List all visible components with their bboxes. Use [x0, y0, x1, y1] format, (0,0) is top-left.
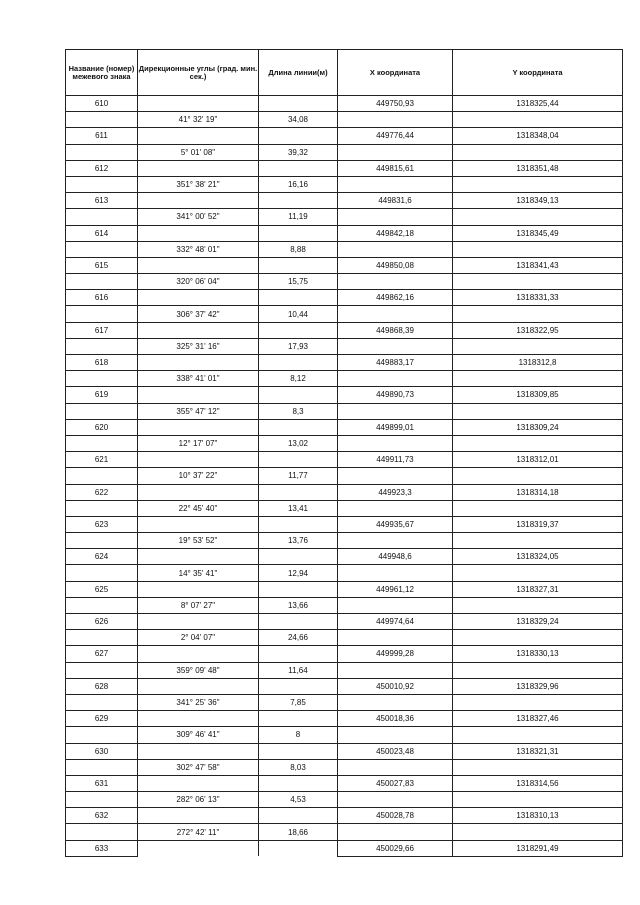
- direction-angle: 325° 31' 16": [138, 338, 259, 354]
- empty-x-cell: [338, 468, 453, 484]
- y-coordinate: 1318321,31: [453, 743, 623, 759]
- empty-angle-cell: [138, 452, 259, 468]
- empty-length-cell: [259, 387, 338, 403]
- empty-y-cell: [453, 176, 623, 192]
- segment-row: [66, 176, 623, 192]
- point-row: [66, 452, 623, 468]
- segment-row: [66, 630, 623, 646]
- point-name: 630: [66, 743, 138, 759]
- point-name: 610: [66, 96, 138, 112]
- x-coordinate: 449850,08: [338, 257, 453, 273]
- point-name: 614: [66, 225, 138, 241]
- point-row: [66, 614, 623, 630]
- point-row: [66, 225, 623, 241]
- point-name: 624: [66, 549, 138, 565]
- boundary-coordinates-table: [65, 49, 623, 857]
- empty-name-cell: [66, 403, 138, 419]
- line-length: 11,64: [259, 662, 338, 678]
- point-name: 612: [66, 160, 138, 176]
- empty-name-cell: [66, 630, 138, 646]
- x-coordinate: 449974,64: [338, 614, 453, 630]
- segment-row: [66, 468, 623, 484]
- segment-row: [66, 792, 623, 808]
- empty-name-cell: [66, 565, 138, 581]
- empty-name-cell: [66, 792, 138, 808]
- header-y-coordinate: Y координата: [453, 50, 623, 96]
- line-length: 8,03: [259, 759, 338, 775]
- empty-y-cell: [453, 403, 623, 419]
- empty-y-cell: [453, 824, 623, 840]
- empty-x-cell: [338, 338, 453, 354]
- empty-x-cell: [338, 597, 453, 613]
- empty-angle-cell: [138, 743, 259, 759]
- direction-angle: 341° 00' 52": [138, 209, 259, 225]
- line-length: 11,19: [259, 209, 338, 225]
- empty-angle-cell: [138, 484, 259, 500]
- point-name: 623: [66, 516, 138, 532]
- empty-x-cell: [338, 435, 453, 451]
- direction-angle: 5° 01' 08": [138, 144, 259, 160]
- line-length: 8: [259, 727, 338, 743]
- empty-x-cell: [338, 694, 453, 710]
- y-coordinate: 1318324,05: [453, 549, 623, 565]
- point-name: 617: [66, 322, 138, 338]
- empty-x-cell: [338, 371, 453, 387]
- point-name: 616: [66, 290, 138, 306]
- empty-name-cell: [66, 371, 138, 387]
- x-coordinate: 449776,44: [338, 128, 453, 144]
- empty-length-cell: [259, 96, 338, 112]
- empty-angle-cell: [138, 581, 259, 597]
- y-coordinate: 1318312,8: [453, 355, 623, 371]
- y-coordinate: 1318329,96: [453, 678, 623, 694]
- empty-length-cell: [259, 160, 338, 176]
- direction-angle: 341° 25' 36": [138, 694, 259, 710]
- y-coordinate: 1318309,24: [453, 419, 623, 435]
- direction-angle: 355° 47' 12": [138, 403, 259, 419]
- point-row: [66, 775, 623, 791]
- empty-y-cell: [453, 306, 623, 322]
- point-row: [66, 419, 623, 435]
- x-coordinate: 450023,48: [338, 743, 453, 759]
- empty-angle-cell: [138, 419, 259, 435]
- direction-angle: 302° 47' 58": [138, 759, 259, 775]
- line-length: 18,66: [259, 824, 338, 840]
- empty-name-cell: [66, 759, 138, 775]
- point-name: 618: [66, 355, 138, 371]
- empty-name-cell: [66, 112, 138, 128]
- segment-row: [66, 209, 623, 225]
- empty-length-cell: [259, 452, 338, 468]
- empty-length-cell: [259, 711, 338, 727]
- empty-y-cell: [453, 694, 623, 710]
- y-coordinate: 1318322,95: [453, 322, 623, 338]
- empty-length-cell: [259, 225, 338, 241]
- direction-angle: 282° 06' 13": [138, 792, 259, 808]
- direction-angle: 12° 17' 07": [138, 435, 259, 451]
- x-coordinate: 449868,39: [338, 322, 453, 338]
- empty-x-cell: [338, 630, 453, 646]
- empty-length-cell: [259, 678, 338, 694]
- empty-angle-cell: [138, 257, 259, 273]
- empty-angle-cell: [138, 516, 259, 532]
- point-row: [66, 290, 623, 306]
- empty-y-cell: [453, 209, 623, 225]
- point-row: [66, 96, 623, 112]
- y-coordinate: 1318314,56: [453, 775, 623, 791]
- direction-angle: 41° 32' 19": [138, 112, 259, 128]
- empty-x-cell: [338, 727, 453, 743]
- empty-x-cell: [338, 306, 453, 322]
- segment-row: [66, 435, 623, 451]
- point-row: [66, 160, 623, 176]
- empty-name-cell: [66, 306, 138, 322]
- segment-row: [66, 306, 623, 322]
- line-length: 8,12: [259, 371, 338, 387]
- empty-name-cell: [66, 597, 138, 613]
- direction-angle: 10° 37' 22": [138, 468, 259, 484]
- point-row: [66, 484, 623, 500]
- segment-row: [66, 241, 623, 257]
- point-row: [66, 840, 623, 856]
- point-row: [66, 128, 623, 144]
- line-length: 15,75: [259, 274, 338, 290]
- segment-row: [66, 662, 623, 678]
- empty-angle-cell: [138, 678, 259, 694]
- empty-name-cell: [66, 144, 138, 160]
- y-coordinate: 1318319,37: [453, 516, 623, 532]
- empty-y-cell: [453, 565, 623, 581]
- empty-name-cell: [66, 468, 138, 484]
- empty-angle-cell: [138, 96, 259, 112]
- empty-name-cell: [66, 241, 138, 257]
- line-length: 24,66: [259, 630, 338, 646]
- empty-name-cell: [66, 694, 138, 710]
- empty-x-cell: [338, 824, 453, 840]
- y-coordinate: 1318341,43: [453, 257, 623, 273]
- direction-angle: 14° 35' 41": [138, 565, 259, 581]
- point-row: [66, 743, 623, 759]
- direction-angle: 309° 46' 41": [138, 727, 259, 743]
- empty-name-cell: [66, 209, 138, 225]
- empty-x-cell: [338, 792, 453, 808]
- coordinates-sheet: [65, 49, 622, 857]
- empty-angle-cell: [138, 160, 259, 176]
- x-coordinate: 449923,3: [338, 484, 453, 500]
- segment-row: [66, 759, 623, 775]
- point-row: [66, 581, 623, 597]
- empty-y-cell: [453, 274, 623, 290]
- table-header-row: [66, 50, 623, 96]
- point-name: 615: [66, 257, 138, 273]
- y-coordinate: 1318349,13: [453, 193, 623, 209]
- segment-row: [66, 727, 623, 743]
- segment-row: [66, 597, 623, 613]
- empty-length-cell: [259, 355, 338, 371]
- line-length: 12,94: [259, 565, 338, 581]
- empty-length-cell: [259, 549, 338, 565]
- x-coordinate: 450028,78: [338, 808, 453, 824]
- direction-angle: 338° 41' 01": [138, 371, 259, 387]
- point-name: 628: [66, 678, 138, 694]
- direction-angle: 272° 42' 11": [138, 824, 259, 840]
- empty-angle-cell: [138, 387, 259, 403]
- point-name: 629: [66, 711, 138, 727]
- point-row: [66, 387, 623, 403]
- segment-row: [66, 694, 623, 710]
- empty-length-cell: [259, 419, 338, 435]
- empty-y-cell: [453, 630, 623, 646]
- point-name: 622: [66, 484, 138, 500]
- empty-length-cell: [259, 743, 338, 759]
- segment-row: [66, 338, 623, 354]
- point-row: [66, 257, 623, 273]
- point-name: 631: [66, 775, 138, 791]
- segment-row: [66, 144, 623, 160]
- empty-x-cell: [338, 112, 453, 128]
- point-row: [66, 516, 623, 532]
- empty-x-cell: [338, 533, 453, 549]
- empty-x-cell: [338, 662, 453, 678]
- line-length: 39,32: [259, 144, 338, 160]
- point-name: 633: [66, 840, 138, 856]
- direction-angle: 306° 37' 42": [138, 306, 259, 322]
- empty-y-cell: [453, 241, 623, 257]
- y-coordinate: 1318345,49: [453, 225, 623, 241]
- header-direction-angle: Дирекционные углы (град. мин. сек.): [138, 50, 259, 96]
- point-row: [66, 355, 623, 371]
- segment-row: [66, 500, 623, 516]
- empty-angle-cell: [138, 711, 259, 727]
- y-coordinate: 1318314,18: [453, 484, 623, 500]
- line-length: 13,02: [259, 435, 338, 451]
- segment-row: [66, 371, 623, 387]
- empty-x-cell: [338, 209, 453, 225]
- y-coordinate: 1318309,85: [453, 387, 623, 403]
- y-coordinate: 1318327,46: [453, 711, 623, 727]
- direction-angle: 359° 09' 48": [138, 662, 259, 678]
- empty-y-cell: [453, 338, 623, 354]
- x-coordinate: 449890,73: [338, 387, 453, 403]
- x-coordinate: 449935,67: [338, 516, 453, 532]
- direction-angle: 351° 38' 21": [138, 176, 259, 192]
- x-coordinate: 449911,73: [338, 452, 453, 468]
- empty-x-cell: [338, 500, 453, 516]
- x-coordinate: 450018,36: [338, 711, 453, 727]
- line-length: 10,44: [259, 306, 338, 322]
- direction-angle: 22° 45' 40": [138, 500, 259, 516]
- point-name: 625: [66, 581, 138, 597]
- empty-x-cell: [338, 176, 453, 192]
- x-coordinate: 449750,93: [338, 96, 453, 112]
- point-row: [66, 711, 623, 727]
- line-length: 7,85: [259, 694, 338, 710]
- empty-length-cell: [259, 516, 338, 532]
- empty-angle-cell: [138, 322, 259, 338]
- empty-y-cell: [453, 759, 623, 775]
- empty-length-cell: [259, 808, 338, 824]
- point-row: [66, 646, 623, 662]
- line-length: 8,88: [259, 241, 338, 257]
- point-row: [66, 808, 623, 824]
- empty-y-cell: [453, 533, 623, 549]
- y-coordinate: 1318348,04: [453, 128, 623, 144]
- line-length: 13,41: [259, 500, 338, 516]
- line-length: 17,93: [259, 338, 338, 354]
- empty-x-cell: [338, 241, 453, 257]
- x-coordinate: 449899,01: [338, 419, 453, 435]
- empty-length-cell: [259, 322, 338, 338]
- point-row: [66, 678, 623, 694]
- point-name: 621: [66, 452, 138, 468]
- empty-x-cell: [338, 274, 453, 290]
- x-coordinate: 449831,6: [338, 193, 453, 209]
- segment-row: [66, 565, 623, 581]
- x-coordinate: 449999,28: [338, 646, 453, 662]
- y-coordinate: 1318327,31: [453, 581, 623, 597]
- line-length: 11,77: [259, 468, 338, 484]
- segment-row: [66, 403, 623, 419]
- empty-angle-cell: [138, 549, 259, 565]
- empty-name-cell: [66, 176, 138, 192]
- line-length: 8,3: [259, 403, 338, 419]
- point-name: 620: [66, 419, 138, 435]
- empty-x-cell: [338, 759, 453, 775]
- point-name: 626: [66, 614, 138, 630]
- header-x-coordinate: X координата: [338, 50, 453, 96]
- direction-angle: 2° 04' 07": [138, 630, 259, 646]
- empty-y-cell: [453, 727, 623, 743]
- segment-row: [66, 824, 623, 840]
- empty-length-cell: [259, 840, 338, 856]
- empty-angle-cell: [138, 840, 259, 856]
- y-coordinate: 1318331,33: [453, 290, 623, 306]
- empty-angle-cell: [138, 808, 259, 824]
- empty-y-cell: [453, 662, 623, 678]
- x-coordinate: 450027,83: [338, 775, 453, 791]
- y-coordinate: 1318329,24: [453, 614, 623, 630]
- x-coordinate: 449961,12: [338, 581, 453, 597]
- empty-y-cell: [453, 468, 623, 484]
- y-coordinate: 1318310,13: [453, 808, 623, 824]
- direction-angle: 320° 06' 04": [138, 274, 259, 290]
- x-coordinate: 449948,6: [338, 549, 453, 565]
- x-coordinate: 450029,66: [338, 840, 453, 856]
- empty-x-cell: [338, 403, 453, 419]
- segment-row: [66, 112, 623, 128]
- point-name: 619: [66, 387, 138, 403]
- empty-name-cell: [66, 338, 138, 354]
- y-coordinate: 1318291,49: [453, 840, 623, 856]
- empty-angle-cell: [138, 355, 259, 371]
- empty-name-cell: [66, 533, 138, 549]
- y-coordinate: 1318351,48: [453, 160, 623, 176]
- empty-name-cell: [66, 727, 138, 743]
- point-row: [66, 193, 623, 209]
- line-length: 13,66: [259, 597, 338, 613]
- empty-angle-cell: [138, 128, 259, 144]
- empty-name-cell: [66, 500, 138, 516]
- empty-x-cell: [338, 144, 453, 160]
- direction-angle: 332° 48' 01": [138, 241, 259, 257]
- direction-angle: 19° 53' 52": [138, 533, 259, 549]
- empty-x-cell: [338, 565, 453, 581]
- point-row: [66, 549, 623, 565]
- empty-length-cell: [259, 193, 338, 209]
- empty-length-cell: [259, 128, 338, 144]
- empty-angle-cell: [138, 614, 259, 630]
- point-row: [66, 322, 623, 338]
- empty-angle-cell: [138, 193, 259, 209]
- point-name: 627: [66, 646, 138, 662]
- empty-y-cell: [453, 112, 623, 128]
- segment-row: [66, 533, 623, 549]
- empty-y-cell: [453, 500, 623, 516]
- direction-angle: 8° 07' 27": [138, 597, 259, 613]
- empty-angle-cell: [138, 290, 259, 306]
- empty-length-cell: [259, 484, 338, 500]
- empty-y-cell: [453, 144, 623, 160]
- table-body: [66, 96, 623, 857]
- x-coordinate: 449815,61: [338, 160, 453, 176]
- empty-length-cell: [259, 257, 338, 273]
- empty-angle-cell: [138, 646, 259, 662]
- empty-angle-cell: [138, 225, 259, 241]
- x-coordinate: 449842,18: [338, 225, 453, 241]
- point-name: 632: [66, 808, 138, 824]
- y-coordinate: 1318312,01: [453, 452, 623, 468]
- point-name: 613: [66, 193, 138, 209]
- line-length: 4,53: [259, 792, 338, 808]
- y-coordinate: 1318330,13: [453, 646, 623, 662]
- empty-length-cell: [259, 614, 338, 630]
- empty-y-cell: [453, 597, 623, 613]
- header-line-length: Длина линии(м): [259, 50, 338, 96]
- x-coordinate: 449862,16: [338, 290, 453, 306]
- empty-y-cell: [453, 792, 623, 808]
- x-coordinate: 449883,17: [338, 355, 453, 371]
- header-point-name: Название (номер) межевого знака: [66, 50, 138, 96]
- line-length: 16,16: [259, 176, 338, 192]
- point-name: 611: [66, 128, 138, 144]
- y-coordinate: 1318325,44: [453, 96, 623, 112]
- empty-length-cell: [259, 646, 338, 662]
- empty-name-cell: [66, 662, 138, 678]
- empty-name-cell: [66, 435, 138, 451]
- empty-length-cell: [259, 290, 338, 306]
- empty-length-cell: [259, 581, 338, 597]
- empty-y-cell: [453, 371, 623, 387]
- empty-angle-cell: [138, 775, 259, 791]
- empty-y-cell: [453, 435, 623, 451]
- segment-row: [66, 274, 623, 290]
- empty-length-cell: [259, 775, 338, 791]
- empty-name-cell: [66, 824, 138, 840]
- x-coordinate: 450010,92: [338, 678, 453, 694]
- line-length: 34,08: [259, 112, 338, 128]
- line-length: 13,76: [259, 533, 338, 549]
- empty-name-cell: [66, 274, 138, 290]
